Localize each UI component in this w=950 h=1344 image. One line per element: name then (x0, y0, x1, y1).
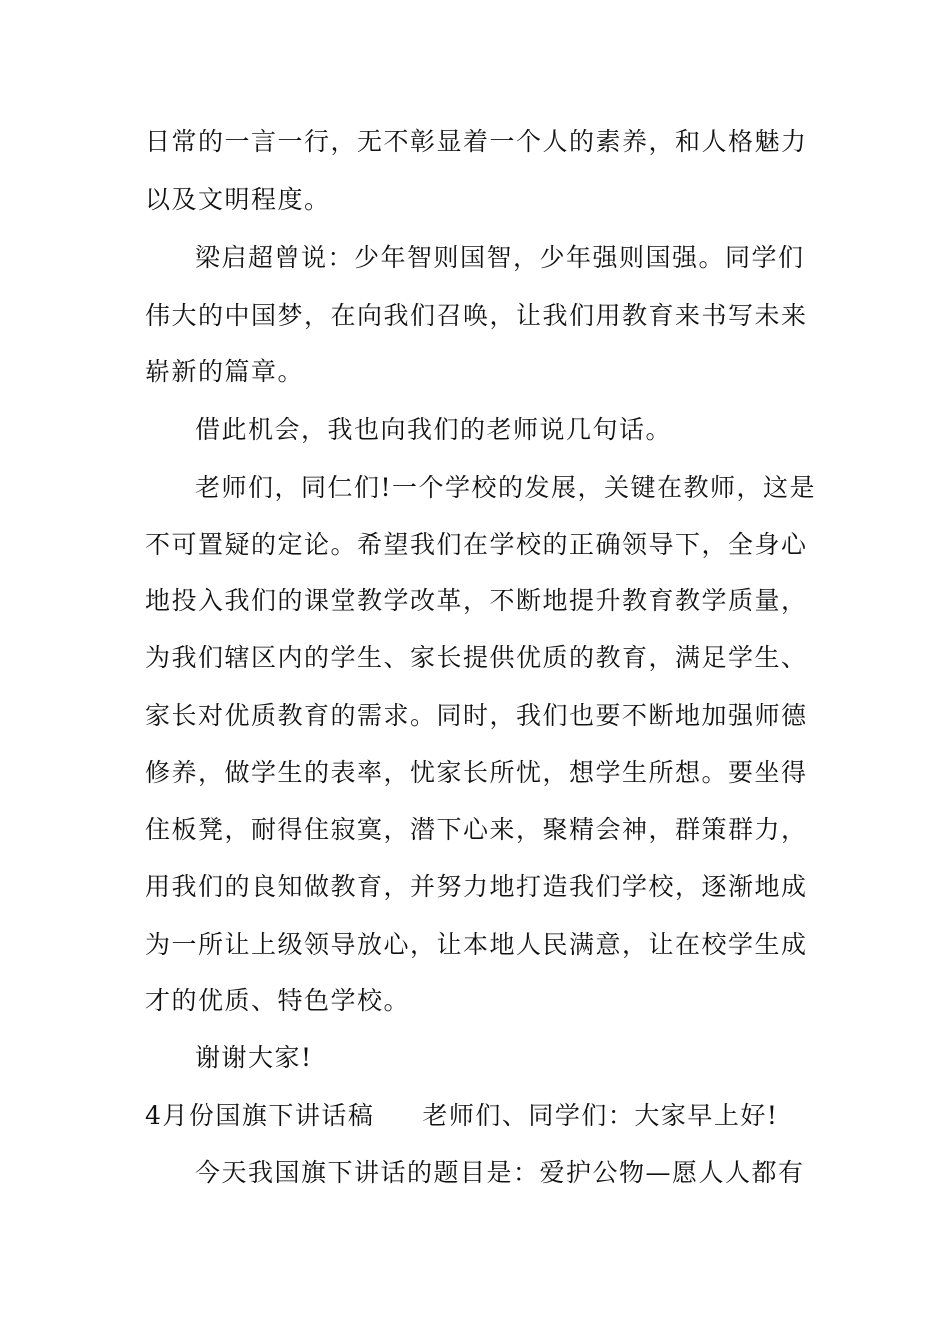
text-line: 以及文明程度。 (145, 185, 331, 214)
text-line: 日常的一言一行，无不彰显着一个人的素养，和人格魅力 (145, 127, 808, 156)
text-line: 才的优质、特色学校。 (145, 986, 411, 1015)
text-line: 地投入我们的课堂教学改革，不断地提升教育教学质量， (145, 586, 808, 615)
text-line: 为我们辖区内的学生、家长提供优质的教育，满足学生、 (145, 643, 808, 672)
paragraph-start-line: 谢谢大家! (195, 1043, 313, 1072)
paragraph-start-line: 老师们，同仁们!一个学校的发展，关键在教师，这是 (195, 473, 817, 502)
text-line: 伟大的中国梦，在向我们召唤，让我们用教育来书写未来 (145, 301, 808, 330)
paragraph-start-line: 梁启超曾说：少年智则国智，少年强则国强。同学们 (195, 243, 805, 272)
text-line: 住板凳，耐得住寂寞，潜下心来，聚精会神，群策群力， (145, 815, 808, 844)
text-line: 家长对优质教育的需求。同时，我们也要不断地加强师德 (145, 701, 808, 730)
text-line: 修养，做学生的表率，忧家长所忧，想学生所想。要坐得 (145, 758, 808, 787)
paragraph-start-line: 今天我国旗下讲话的题目是：爱护公物—愿人人都有 (195, 1158, 805, 1187)
heading-line (145, 1096, 825, 1136)
speech-title: 4月份国旗下讲话稿 (145, 1101, 375, 1130)
text-line: 崭新的篇章。 (145, 357, 305, 386)
greeting: 老师们、同学们：大家早上好! (422, 1101, 779, 1130)
text-line: 为一所让上级领导放心，让本地人民满意，让在校学生成 (145, 930, 808, 959)
paragraph-start-line: 借此机会，我也向我们的老师说几句话。 (195, 415, 673, 444)
text-line: 用我们的良知做教育，并努力地打造我们学校，逐渐地成 (145, 872, 808, 901)
text-line: 不可置疑的定论。希望我们在学校的正确领导下，全身心 (145, 530, 808, 559)
